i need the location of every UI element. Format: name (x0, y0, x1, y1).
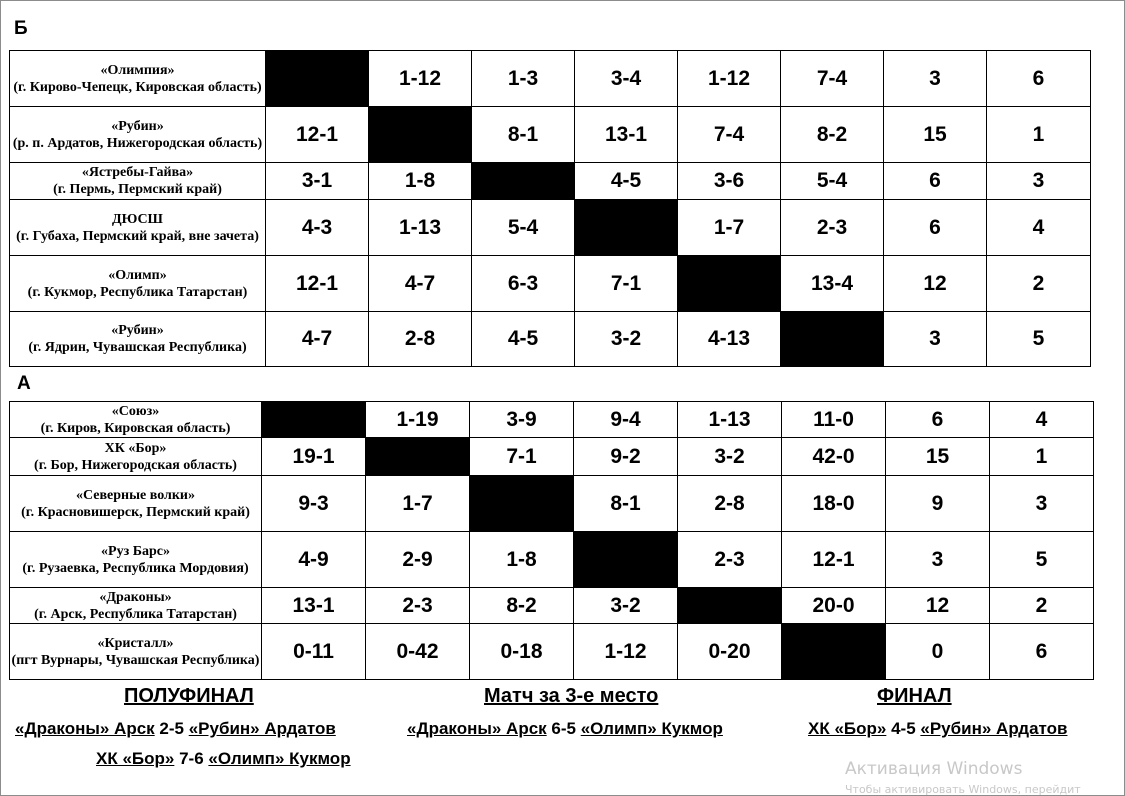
match-score-cell: 7-4 (781, 51, 884, 107)
match-score-cell: 12-1 (782, 532, 886, 588)
team-city: (г. Губаха, Пермский край, вне зачета) (16, 228, 259, 244)
match-score-cell: 3-2 (574, 588, 678, 624)
away-team: «Олимп» Кукмор (208, 749, 351, 768)
match-score-cell: 1-13 (678, 402, 782, 438)
match-score-cell: 19-1 (262, 438, 366, 476)
points-cell: 3 (886, 532, 990, 588)
team-city: (пгт Вурнары, Чувашская Республика) (11, 652, 260, 668)
table-row (10, 107, 1091, 163)
points-cell: 6 (884, 163, 987, 200)
team-name: «Руз Барс» (101, 543, 170, 559)
match-score-cell: 8-1 (472, 107, 575, 163)
table-row (10, 312, 1091, 367)
self-match-cell (369, 107, 472, 163)
match-score-cell: 11-0 (782, 402, 886, 438)
match-score-cell: 8-2 (470, 588, 574, 624)
third-place-game (407, 719, 723, 739)
match-score-cell: 1-3 (472, 51, 575, 107)
match-score-cell: 4-5 (575, 163, 678, 200)
match-score-cell: 42-0 (782, 438, 886, 476)
team-city: (г. Пермь, Пермский край) (53, 182, 222, 197)
place-cell: 3 (990, 476, 1094, 532)
self-match-cell (781, 312, 884, 367)
home-team: «Драконы» Арск (15, 719, 155, 738)
semifinal-game-2 (96, 749, 351, 769)
team-name: «Рубин» (111, 118, 164, 134)
match-score-cell: 2-3 (781, 200, 884, 256)
team-cell (10, 402, 262, 438)
place-cell: 4 (990, 402, 1094, 438)
match-score-cell: 9-4 (574, 402, 678, 438)
match-score-cell: 3-1 (266, 163, 369, 200)
self-match-cell (266, 51, 369, 107)
place-cell: 5 (987, 312, 1091, 367)
points-cell: 15 (886, 438, 990, 476)
match-score-cell: 9-2 (574, 438, 678, 476)
match-score-cell: 12-1 (266, 107, 369, 163)
team-name: «Северные волки» (75, 487, 196, 503)
match-score-cell: 8-1 (574, 476, 678, 532)
self-match-cell (470, 476, 574, 532)
team-name: «Союз» (111, 403, 160, 419)
points-cell: 9 (886, 476, 990, 532)
match-score-cell: 3-2 (678, 438, 782, 476)
match-score-cell: 13-4 (781, 256, 884, 312)
team-cell (10, 312, 266, 367)
points-cell: 3 (884, 51, 987, 107)
match-score-cell: 2-3 (366, 588, 470, 624)
self-match-cell (472, 163, 575, 200)
home-team: «Драконы» Арск (407, 719, 547, 738)
match-score-cell: 5-4 (472, 200, 575, 256)
place-cell: 1 (990, 438, 1094, 476)
match-score-cell: 13-1 (575, 107, 678, 163)
away-team: «Рубин» Ардатов (920, 719, 1068, 738)
game-score: 6-5 (551, 719, 576, 738)
match-score-cell: 1-8 (369, 163, 472, 200)
semifinal-title: ПОЛУФИНАЛ (124, 685, 254, 707)
table-row (10, 438, 1094, 476)
team-cell (10, 200, 266, 256)
place-cell: 1 (987, 107, 1091, 163)
match-score-cell: 5-4 (781, 163, 884, 200)
match-score-cell: 0-18 (470, 624, 574, 680)
home-team: ХК «Бор» (808, 719, 887, 738)
match-score-cell: 1-12 (574, 624, 678, 680)
match-score-cell: 4-5 (472, 312, 575, 367)
table-row (10, 200, 1091, 256)
team-name: ХК «Бор» (104, 440, 167, 456)
place-cell: 2 (987, 256, 1091, 312)
match-score-cell: 4-7 (369, 256, 472, 312)
match-score-cell: 0-11 (262, 624, 366, 680)
game-score: 2-5 (159, 719, 184, 738)
watermark-line-1: Активация Windows (845, 759, 1023, 779)
team-city: (р. п. Ардатов, Нижегородская область) (12, 135, 263, 151)
team-name: ДЮСШ (112, 211, 163, 227)
match-score-cell: 1-12 (678, 51, 781, 107)
points-cell: 6 (886, 402, 990, 438)
table-row (10, 256, 1091, 312)
self-match-cell (575, 200, 678, 256)
table-row (10, 51, 1091, 107)
windows-activation-watermark (845, 759, 1115, 796)
match-score-cell: 2-9 (366, 532, 470, 588)
team-city: (г. Красновишерск, Пермский край) (21, 504, 250, 520)
match-score-cell: 3-2 (575, 312, 678, 367)
match-score-cell: 0-20 (678, 624, 782, 680)
team-name: «Ястребы-Гайва» (81, 165, 194, 180)
place-cell: 2 (990, 588, 1094, 624)
group-label-a: А (17, 373, 31, 394)
team-cell (10, 107, 266, 163)
watermark-line-2: Чтобы активировать Windows, перейдит (845, 783, 1081, 796)
team-cell (10, 163, 266, 200)
team-cell (10, 438, 262, 476)
third-place-title: Матч за 3-е место (484, 685, 659, 707)
match-score-cell: 3-6 (678, 163, 781, 200)
place-cell: 4 (987, 200, 1091, 256)
away-team: «Олимп» Кукмор (580, 719, 723, 738)
table-row (10, 163, 1091, 200)
team-name: «Кристалл» (97, 635, 174, 651)
place-cell: 3 (987, 163, 1091, 200)
match-score-cell: 2-3 (678, 532, 782, 588)
points-cell: 0 (886, 624, 990, 680)
standings-table-group-b (9, 50, 1091, 367)
self-match-cell (366, 438, 470, 476)
team-name: «Олимпия» (100, 62, 175, 78)
match-score-cell: 7-1 (575, 256, 678, 312)
semifinal-game-1 (15, 719, 336, 739)
team-city: (г. Кукмор, Республика Татарстан) (27, 284, 248, 300)
match-score-cell: 7-4 (678, 107, 781, 163)
match-score-cell: 0-42 (366, 624, 470, 680)
team-name: «Олимп» (108, 267, 167, 283)
match-score-cell: 1-13 (369, 200, 472, 256)
final-title: ФИНАЛ (877, 685, 952, 707)
match-score-cell: 1-12 (369, 51, 472, 107)
points-cell: 12 (884, 256, 987, 312)
away-team: «Рубин» Ардатов (188, 719, 336, 738)
match-score-cell: 9-3 (262, 476, 366, 532)
self-match-cell (678, 588, 782, 624)
team-name: «Рубин» (111, 323, 164, 338)
match-score-cell: 18-0 (782, 476, 886, 532)
group-label-b: Б (14, 18, 28, 39)
table-row (10, 476, 1094, 532)
team-cell (10, 476, 262, 532)
team-cell (10, 624, 262, 680)
place-cell: 5 (990, 532, 1094, 588)
team-city: (г. Рузаевка, Республика Мордовия) (22, 560, 249, 576)
points-cell: 6 (884, 200, 987, 256)
match-score-cell: 1-7 (366, 476, 470, 532)
game-score: 7-6 (179, 749, 204, 768)
team-name: «Драконы» (99, 589, 172, 605)
match-score-cell: 1-19 (366, 402, 470, 438)
match-score-cell: 12-1 (266, 256, 369, 312)
match-score-cell: 20-0 (782, 588, 886, 624)
team-cell (10, 588, 262, 624)
match-score-cell: 3-4 (575, 51, 678, 107)
match-score-cell: 8-2 (781, 107, 884, 163)
place-cell: 6 (990, 624, 1094, 680)
team-city: (г. Арск, Республика Татарстан) (34, 606, 237, 622)
match-score-cell: 4-13 (678, 312, 781, 367)
team-cell (10, 51, 266, 107)
self-match-cell (782, 624, 886, 680)
match-score-cell: 1-7 (678, 200, 781, 256)
final-game (808, 719, 1067, 739)
match-score-cell: 4-9 (262, 532, 366, 588)
standings-table-group-a (9, 401, 1094, 680)
team-cell (10, 256, 266, 312)
match-score-cell: 1-8 (470, 532, 574, 588)
team-city: (г. Киров, Кировская область) (40, 420, 231, 436)
match-score-cell: 6-3 (472, 256, 575, 312)
points-cell: 12 (886, 588, 990, 624)
team-city: (г. Бор, Нижегородская область) (34, 457, 237, 473)
table-row (10, 532, 1094, 588)
table-row (10, 624, 1094, 680)
match-score-cell: 2-8 (678, 476, 782, 532)
match-score-cell: 13-1 (262, 588, 366, 624)
match-score-cell: 4-3 (266, 200, 369, 256)
home-team: ХК «Бор» (96, 749, 175, 768)
points-cell: 3 (884, 312, 987, 367)
team-city: (г. Ядрин, Чувашская Республика) (28, 340, 247, 355)
match-score-cell: 7-1 (470, 438, 574, 476)
team-cell (10, 532, 262, 588)
match-score-cell: 3-9 (470, 402, 574, 438)
match-score-cell: 4-7 (266, 312, 369, 367)
team-city: (г. Кирово-Чепецк, Кировская область) (13, 79, 262, 95)
match-score-cell: 2-8 (369, 312, 472, 367)
points-cell: 15 (884, 107, 987, 163)
table-row (10, 402, 1094, 438)
game-score: 4-5 (891, 719, 916, 738)
table-row (10, 588, 1094, 624)
self-match-cell (262, 402, 366, 438)
self-match-cell (574, 532, 678, 588)
self-match-cell (678, 256, 781, 312)
place-cell: 6 (987, 51, 1091, 107)
